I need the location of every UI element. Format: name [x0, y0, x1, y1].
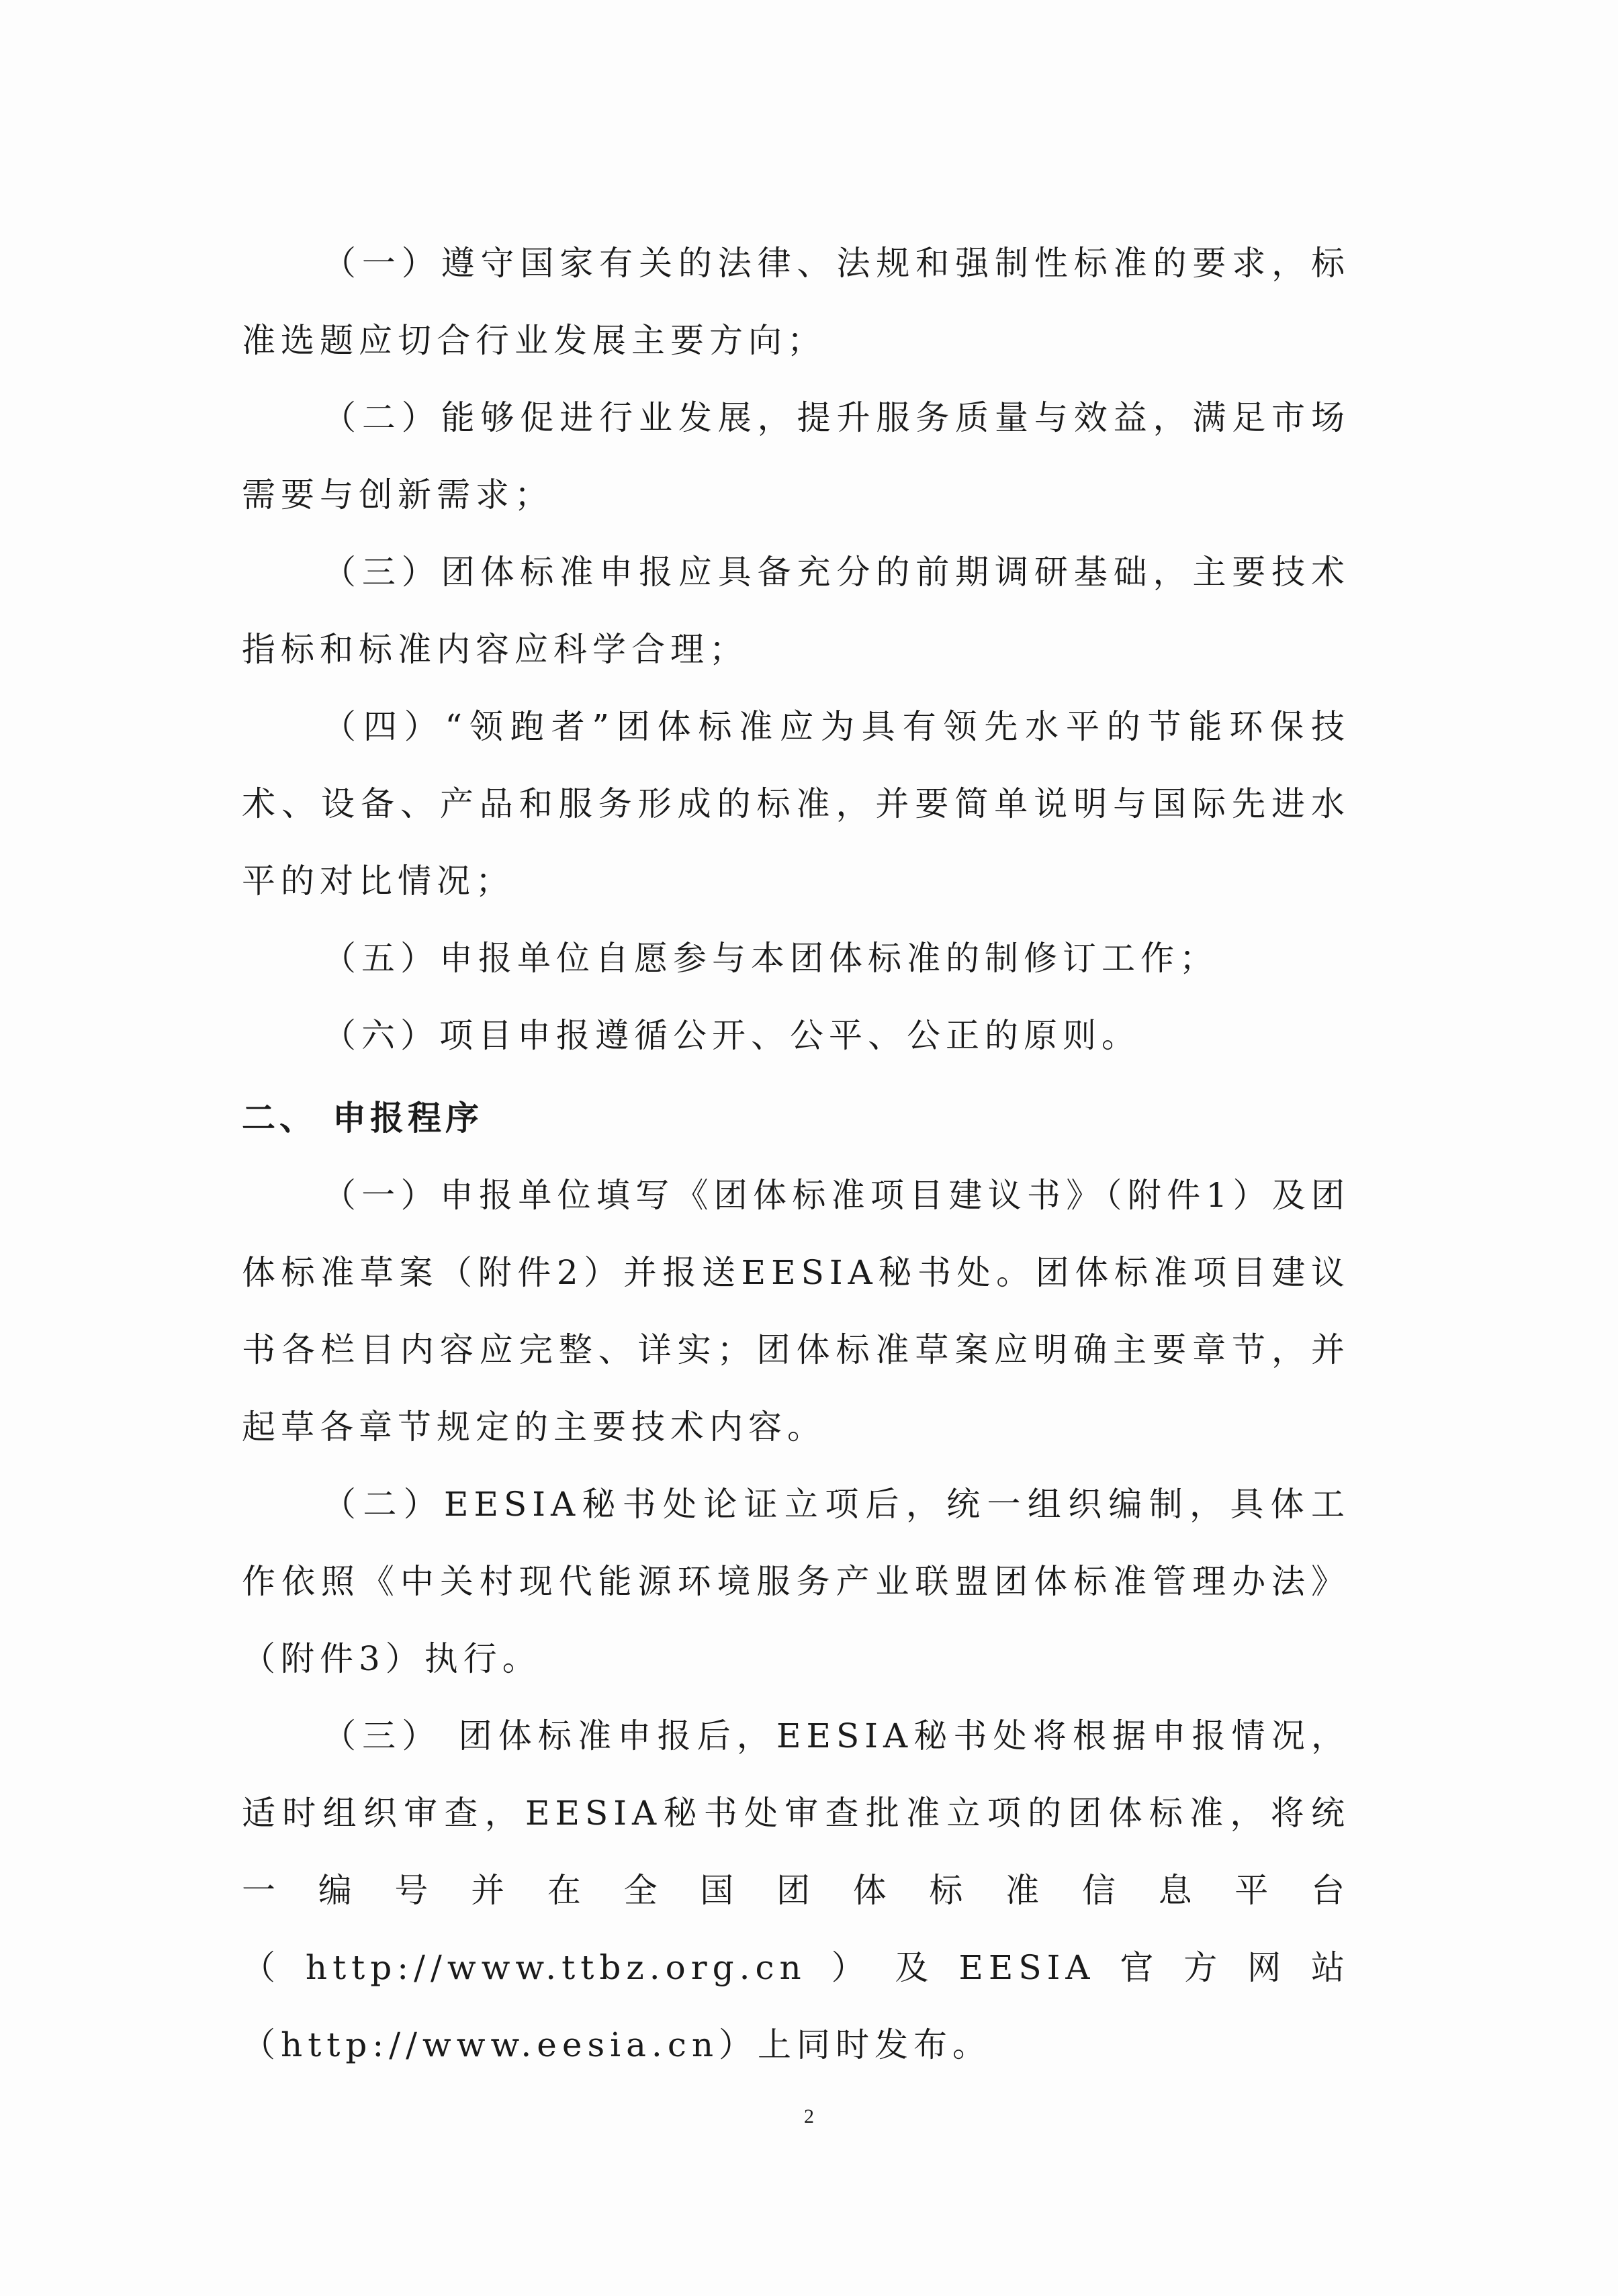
page-number: 2 [804, 2105, 814, 2127]
procedure-3: （三） 团体标准申报后，EESIA秘书处将根据申报情况，适时组织审查，EESIA秘书处审查批准立项的团体标准，将统一编号并在全国团体标准信息平台（http://www.ttbz.org.cn）及EESIA官方网站（http://www.eesia.cn）上同时发布。 [242, 1716, 1350, 2064]
requirement-2: （二）能够促进行业发展，提升服务质量与效益，满足市场需要与创新需求； [242, 398, 1350, 514]
requirement-4: （四）“领跑者”团体标准应为具有领先水平的节能环保技术、设备、产品和服务形成的标准，并要简单说明与国际先进水平的对比情况； [242, 707, 1350, 901]
requirement-5: （五）申报单位自愿参与本团体标准的制修订工作； [322, 939, 1218, 978]
procedure-section [242, 1157, 1350, 2084]
section-heading [242, 1080, 483, 1157]
procedure-1: （一）申报单位填写《团体标准项目建议书》（附件1）及团体标准草案（附件2）并报送EESIA秘书处。团体标准项目建议书各栏目内容应完整、详实；团体标准草案应明确主要章节，并起草各章节规定的主要技术内容。 [242, 1176, 1350, 1447]
section-heading-title: 申报程序 [332, 1099, 483, 1138]
requirement-1: （一）遵守国家有关的法律、法规和强制性标准的要求，标准选题应切合行业发展主要方向； [242, 244, 1350, 360]
section-heading-number: 二、 [242, 1099, 317, 1138]
requirement-3: （三）团体标准申报应具备充分的前期调研基础，主要技术指标和标准内容应科学合理； [242, 553, 1350, 669]
requirements-section [242, 225, 1350, 1074]
procedure-2: （二）EESIA秘书处论证立项后，统一组织编制，具体工作依照《中关村现代能源环境服务产业联盟团体标准管理办法》（附件3）执行。 [242, 1485, 1350, 1678]
requirement-6: （六）项目申报遵循公开、公平、公正的原则。 [322, 1016, 1140, 1055]
